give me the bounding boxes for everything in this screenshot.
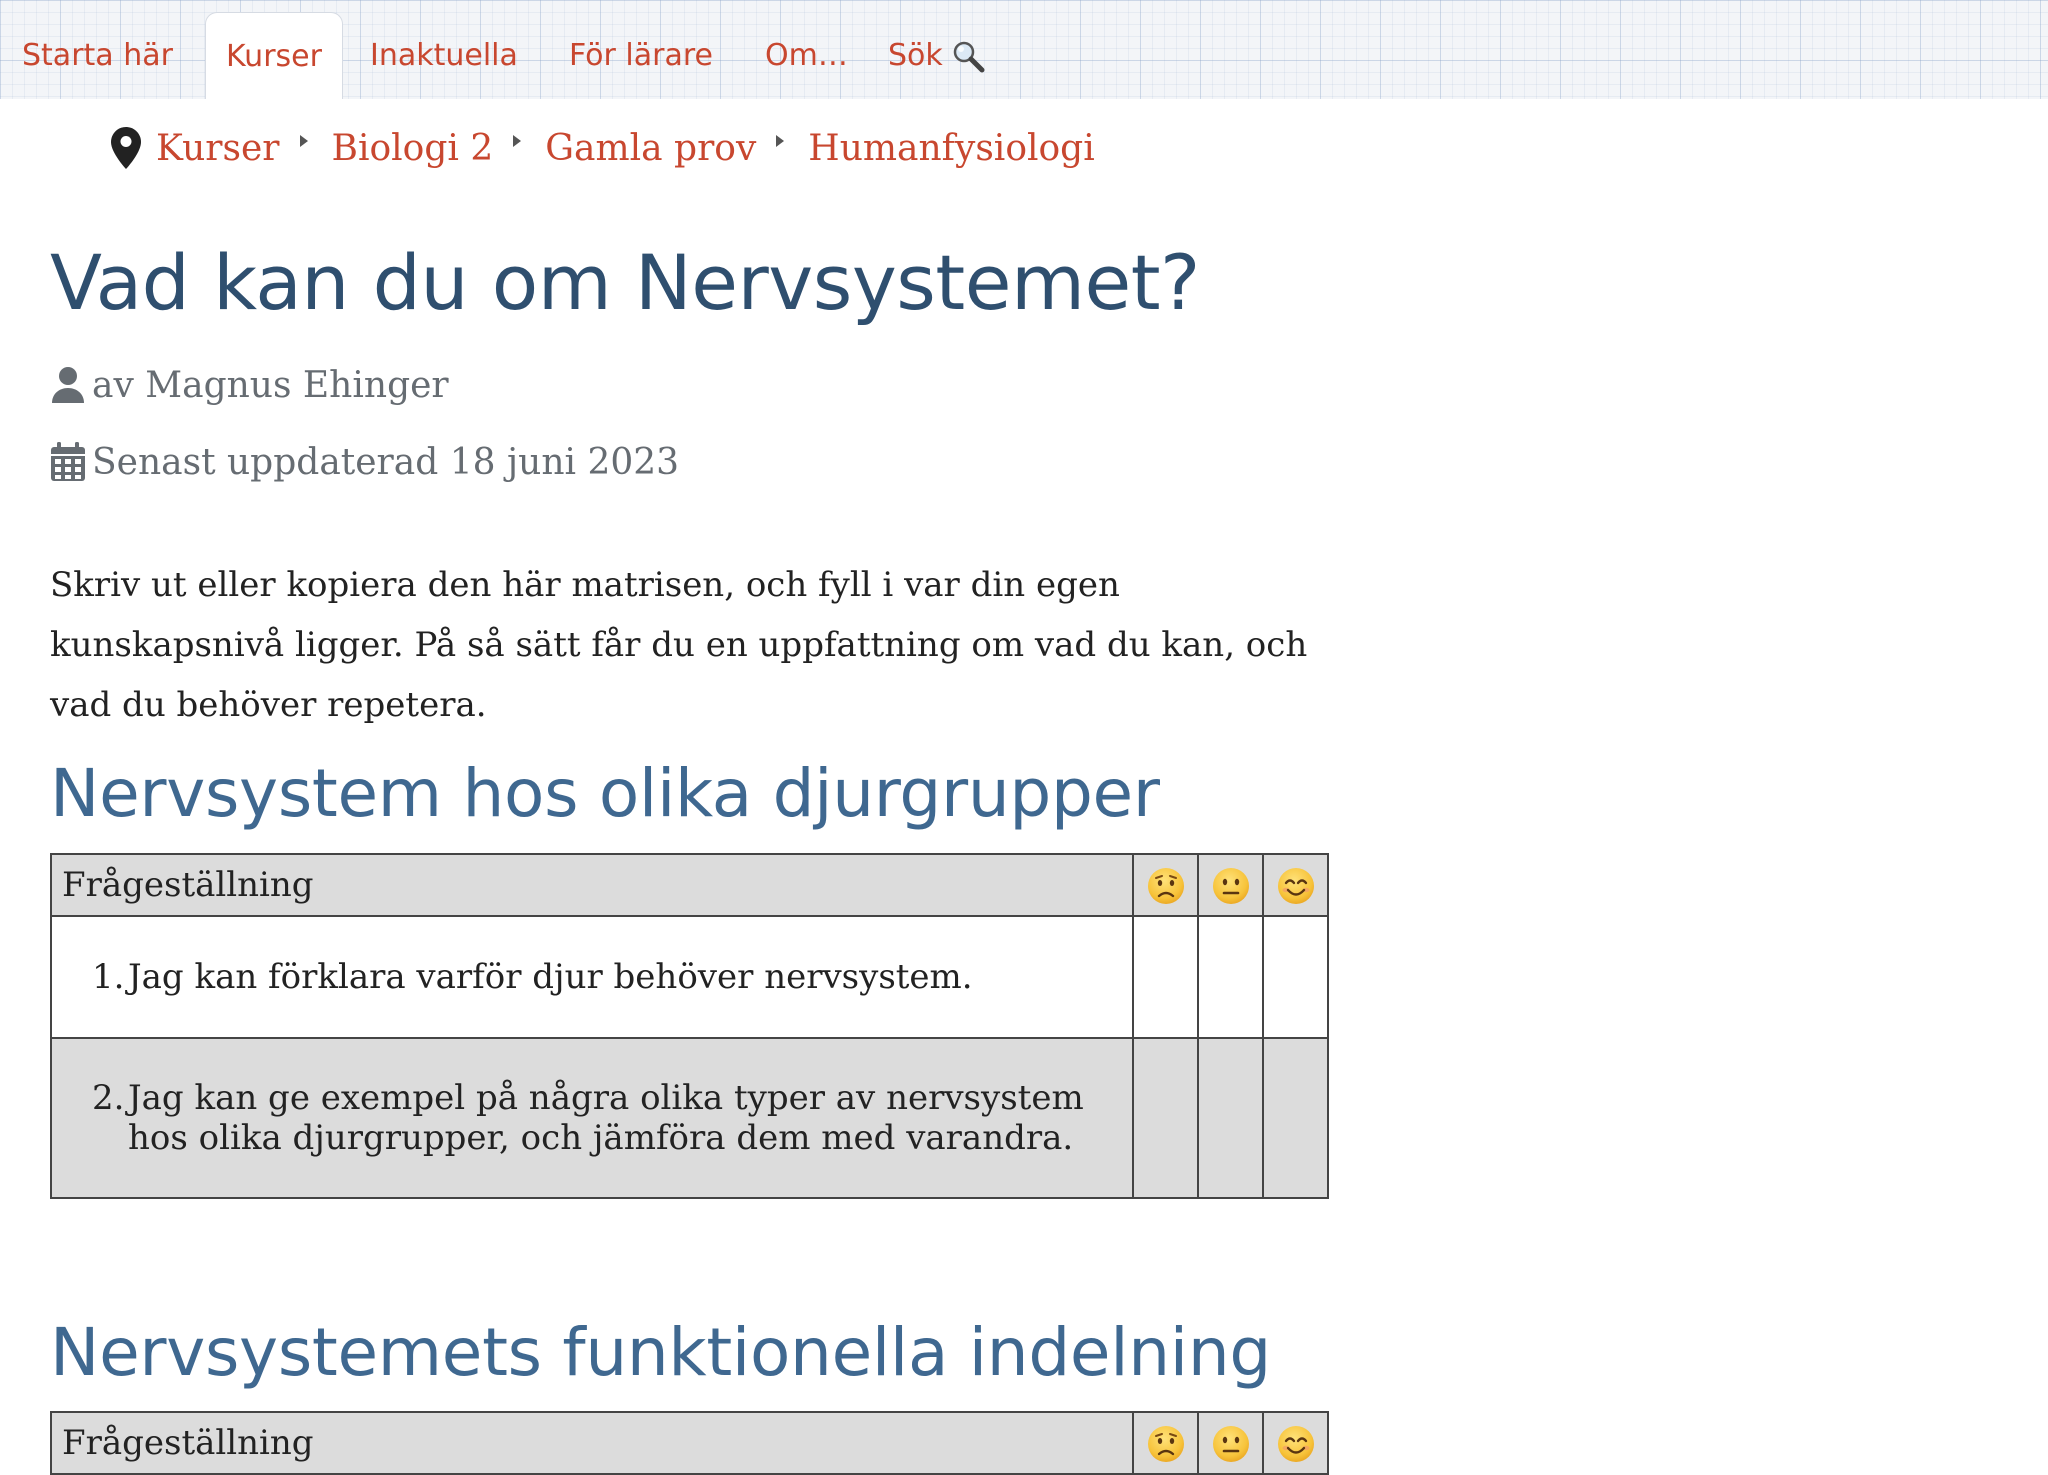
column-header-worried <box>1133 854 1198 916</box>
breadcrumb-separator <box>300 135 308 147</box>
section-title-funktionella-indelning: Nervsystemets funktionella indelning <box>50 1314 1271 1391</box>
rating-cell-worried[interactable] <box>1133 1038 1198 1198</box>
table-row <box>51 1038 1328 1198</box>
nav-tab-sok[interactable] <box>888 12 985 99</box>
breadcrumb-kurser[interactable]: Kurser <box>156 127 280 169</box>
breadcrumb-gamla-prov[interactable]: Gamla prov <box>545 127 757 169</box>
table-header-row <box>51 854 1328 916</box>
column-header-smiling <box>1263 854 1328 916</box>
page-title: Vad kan du om Nervsystemet? <box>50 238 1200 327</box>
question-cell <box>51 916 1133 1038</box>
calendar-icon <box>50 442 86 482</box>
column-header-smiling <box>1263 1412 1328 1474</box>
worried-face-icon <box>1146 866 1186 906</box>
magnifier-icon <box>951 39 985 73</box>
worried-face-icon <box>1146 1424 1186 1464</box>
nav-tab-om[interactable]: Om… <box>765 38 848 73</box>
updated-line <box>50 437 679 487</box>
nav-tab-for-larare[interactable]: För lärare <box>569 38 713 73</box>
breadcrumb-separator <box>776 135 784 147</box>
breadcrumb-separator <box>513 135 521 147</box>
nav-tab-kurser[interactable]: Kurser <box>205 12 343 99</box>
author-line <box>50 360 449 410</box>
rating-cell-neutral[interactable] <box>1198 1038 1263 1198</box>
table-header-row <box>51 1412 1328 1474</box>
author-name: av Magnus Ehinger <box>92 364 449 406</box>
rating-cell-neutral[interactable] <box>1198 916 1263 1038</box>
column-header-question: Frågeställning <box>51 1412 1133 1474</box>
self-assessment-table <box>50 853 1329 1199</box>
question-cell <box>51 1038 1133 1198</box>
question-number: 1. <box>92 957 125 997</box>
breadcrumb <box>110 118 1095 178</box>
nav-tab-inaktuella[interactable]: Inaktuella <box>370 38 518 73</box>
top-navigation <box>0 0 2048 99</box>
section-title-nervsystem-djurgrupper: Nervsystem hos olika djurgrupper <box>50 755 1160 832</box>
updated-date: Senast uppdaterad 18 juni 2023 <box>92 441 680 483</box>
neutral-face-icon <box>1211 1424 1251 1464</box>
self-assessment-table <box>50 1411 1329 1475</box>
rating-cell-smiling[interactable] <box>1263 1038 1328 1198</box>
rating-cell-smiling[interactable] <box>1263 916 1328 1038</box>
nav-tab-starta-har[interactable]: Starta här <box>22 38 173 73</box>
question-text: Jag kan förklara varför djur behöver nervsystem. <box>128 957 973 997</box>
neutral-face-icon <box>1211 866 1251 906</box>
nav-tab-sok-label: Sök <box>888 38 943 73</box>
smiling-face-icon <box>1276 1424 1316 1464</box>
column-header-neutral <box>1198 1412 1263 1474</box>
map-pin-icon <box>110 126 142 170</box>
table-row <box>51 916 1328 1038</box>
intro-paragraph: Skriv ut eller kopiera den här matrisen, och fyll i var din egen kunskapsnivå ligger. På så sätt får du en uppfattning om vad du kan, och vad du behöver repetera. <box>50 565 1308 725</box>
user-icon <box>50 365 86 405</box>
question-text: Jag kan ge exempel på några olika typer av nervsystem hos olika djurgrupper, och jämföra dem med varandra. <box>128 1078 1084 1158</box>
question-number: 2. <box>92 1078 125 1118</box>
rating-cell-worried[interactable] <box>1133 916 1198 1038</box>
smiling-face-icon <box>1276 866 1316 906</box>
breadcrumb-humanfysiologi[interactable]: Humanfysiologi <box>808 127 1095 169</box>
column-header-worried <box>1133 1412 1198 1474</box>
column-header-question: Frågeställning <box>51 854 1133 916</box>
breadcrumb-biologi-2[interactable]: Biologi 2 <box>331 127 494 169</box>
column-header-neutral <box>1198 854 1263 916</box>
